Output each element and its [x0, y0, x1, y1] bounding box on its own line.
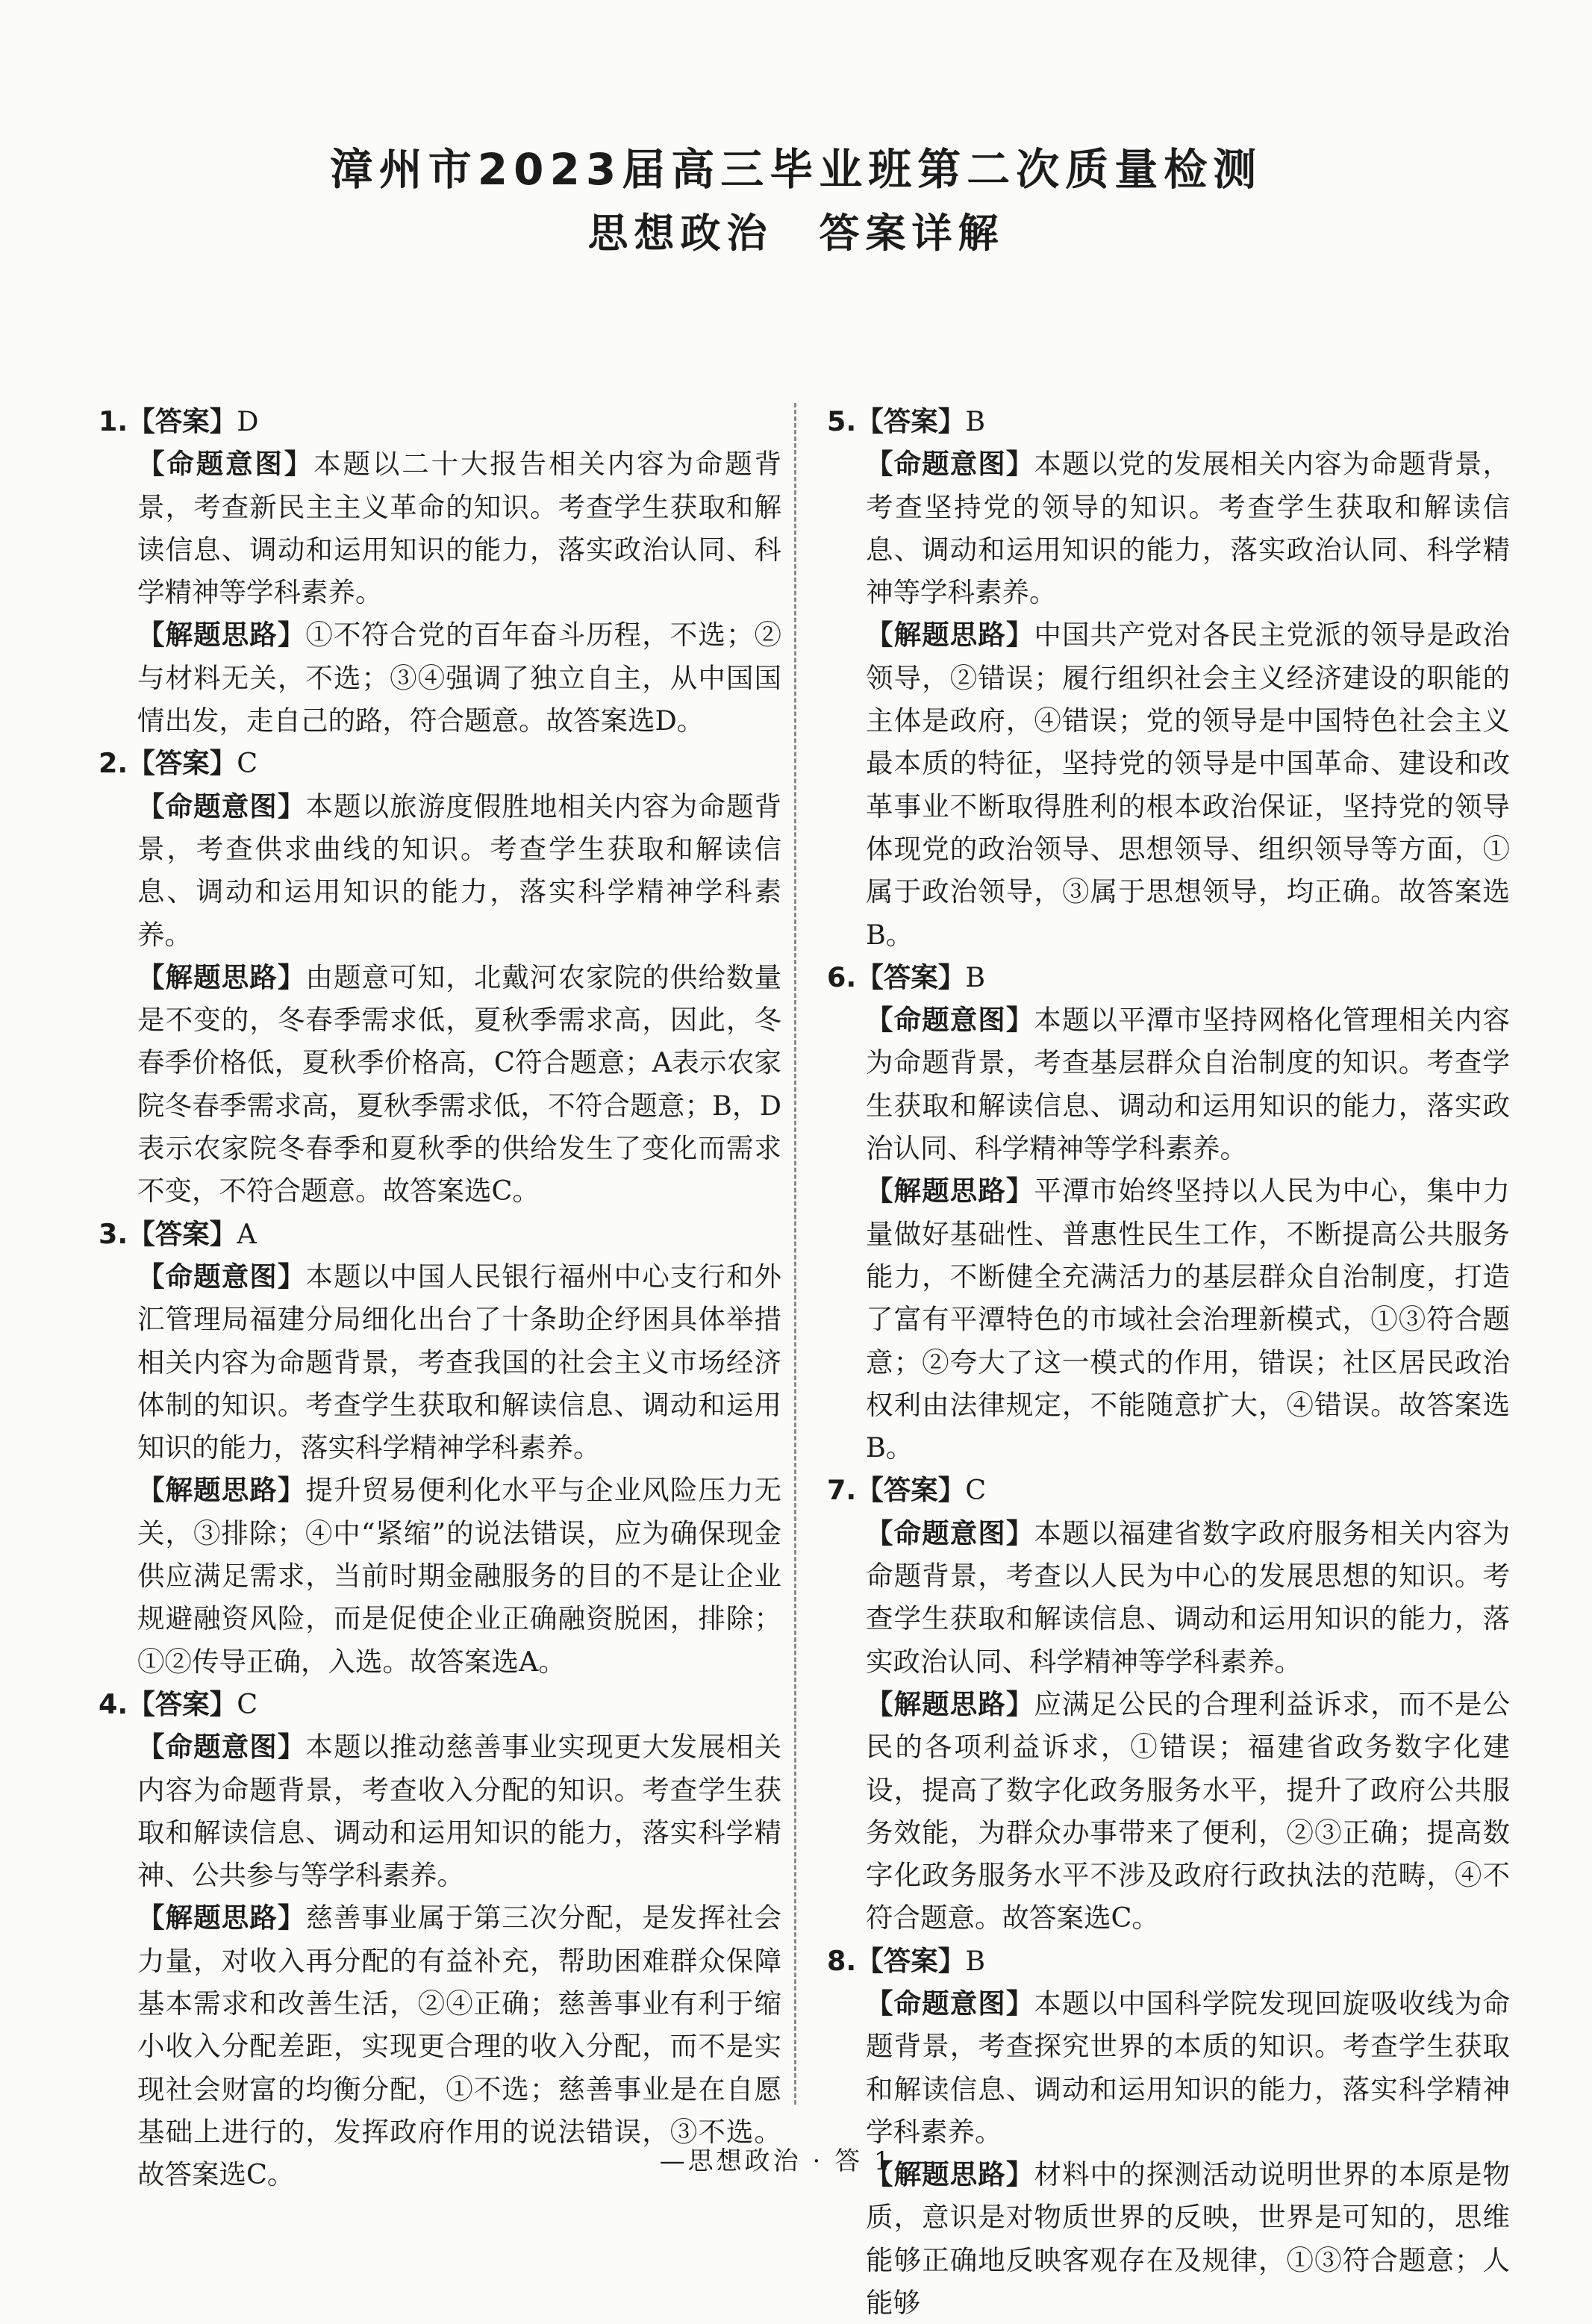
- answer-value: A: [237, 1217, 257, 1250]
- idea-paragraph: [137, 1469, 781, 1682]
- intent-label: 【命题意图】: [137, 790, 306, 822]
- answer-label: 【答案】: [856, 1944, 966, 1977]
- question-number: 3.: [99, 1217, 128, 1250]
- answer-label: 【答案】: [128, 747, 237, 780]
- intent-text: 本题以中国科学院发现回旋吸收线为命题背景，考查探究世界的本质的知识。考查学生获取和解读信息、调动和运用知识的能力，落实科学精神学科素养。: [866, 1987, 1511, 2148]
- intent-text: 本题以推动慈善事业实现更大发展相关内容为命题背景，考查收入分配的知识。考查学生获取和解读信息、调动和运用知识的能力，落实科学精神、公共参与等学科素养。: [137, 1731, 782, 1892]
- idea-paragraph: [137, 613, 781, 742]
- idea-paragraph: [866, 1169, 1510, 1469]
- question-1: [99, 400, 781, 742]
- answer-line: [99, 400, 781, 443]
- question-number: 4.: [99, 1687, 128, 1720]
- answer-line: [827, 1940, 1510, 1982]
- idea-label: 【解题思路】: [866, 1175, 1034, 1208]
- page-title: 漳州市2023届高三毕业班第二次质量检测: [329, 144, 1263, 195]
- idea-text: 材料中的探测活动说明世界的本原是物质，意识是对物质世界的反映，世界是可知的，思维能够正确地反映客观存在及规律，①③符合题意；人能够: [866, 2158, 1511, 2320]
- idea-label: 【解题思路】: [137, 1474, 306, 1507]
- answer-line: [99, 1213, 781, 1255]
- idea-paragraph: [866, 613, 1510, 955]
- idea-label: 【解题思路】: [866, 619, 1034, 652]
- question-5: [827, 400, 1510, 956]
- intent-label: 【命题意图】: [866, 448, 1034, 481]
- page-footer: —思想政治 · 答 1 —: [659, 2146, 933, 2176]
- answer-label: 【答案】: [128, 1687, 237, 1720]
- intent-paragraph: [137, 785, 781, 956]
- question-7: [827, 1469, 1510, 1939]
- answer-line: [827, 956, 1510, 999]
- left-column: [99, 400, 781, 2196]
- idea-paragraph: [866, 2153, 1510, 2324]
- question-number: 8.: [827, 1944, 857, 1977]
- answer-line: [827, 1469, 1510, 1511]
- question-8: [827, 1940, 1510, 2324]
- answer-value: B: [965, 405, 986, 437]
- intent-paragraph: [866, 443, 1510, 613]
- answer-label: 【答案】: [128, 405, 237, 437]
- answer-value: B: [965, 960, 986, 993]
- intent-text: 本题以旅游度假胜地相关内容为命题背景，考查供求曲线的知识。考查学生获取和解读信息、调动和运用知识的能力，落实科学精神学科素养。: [137, 790, 782, 951]
- answer-line: [99, 1683, 781, 1725]
- question-number: 5.: [827, 405, 857, 437]
- idea-text: 由题意可知，北戴河农家院的供给数量是不变的，冬春季需求低，夏秋季需求高，因此，冬春季价格低，夏秋季价格高，C符合题意；A表示农家院冬春季需求高，夏秋季需求低，不符合题意；B，D表示农家院冬春季和夏秋季的供给发生了变化而需求不变，不符合题意。故答案选C。: [137, 960, 782, 1208]
- intent-text: 本题以二十大报告相关内容为命题背景，考查新民主主义革命的知识。考查学生获取和解读信息、调动和运用知识的能力，落实政治认同、科学精神等学科素养。: [137, 448, 782, 609]
- intent-label: 【命题意图】: [137, 1731, 306, 1764]
- question-number: 2.: [99, 747, 128, 780]
- intent-label: 【命题意图】: [866, 1987, 1034, 2020]
- idea-text: 慈善事业属于第三次分配，是发挥社会力量，对收入再分配的有益补充，帮助困难群众保障基本需求和改善生活，②④正确；慈善事业有利于缩小收入分配差距，实现更合理的收入分配，而不是实现社会财富的均衡分配，①不选；慈善事业是在自愿基础上进行的，发挥政府作用的说法错误，③不选。故答案选C。: [137, 1902, 782, 2191]
- intent-label: 【命题意图】: [866, 1516, 1034, 1549]
- intent-text: 本题以中国人民银行福州中心支行和外汇管理局福建分局细化出台了十条助企纾困具体举措相关内容为命题背景，考查我国的社会主义市场经济体制的知识。考查学生获取和解读信息、调动和运用知识的能力，落实科学精神学科素养。: [137, 1260, 782, 1464]
- intent-label: 【命题意图】: [137, 448, 314, 481]
- idea-label: 【解题思路】: [137, 1902, 306, 1934]
- intent-paragraph: [137, 1255, 781, 1469]
- answer-label: 【答案】: [128, 1217, 237, 1250]
- question-number: 7.: [827, 1474, 857, 1507]
- answer-label: 【答案】: [856, 405, 966, 437]
- idea-text: 中国共产党对各民主党派的领导是政治领导，②错误；履行组织社会主义经济建设的职能的主体是政府，④错误；党的领导是中国特色社会主义最本质的特征，坚持党的领导是中国革命、建设和改革事业不断取得胜利的根本政治保证，坚持党的领导体现党的政治领导、思想领导、组织领导等方面，①属于政治领导，③属于思想领导，均正确。故答案选B。: [866, 619, 1511, 951]
- idea-text: 应满足公民的合理利益诉求，而不是公民的各项利益诉求，①错误；福建省政务数字化建设，提高了数字化政务服务水平，提升了政府公共服务效能，为群众办事带来了便利，②③正确；提高数字化政务服务水平不涉及政府行政执法的范畴，④不符合题意。故答案选C。: [866, 1687, 1511, 1934]
- intent-paragraph: [866, 1982, 1510, 2153]
- intent-paragraph: [137, 443, 781, 613]
- intent-paragraph: [866, 999, 1510, 1169]
- column-divider: [794, 403, 796, 2105]
- intent-text: 本题以福建省数字政府服务相关内容为命题背景，考查以人民为中心的发展思想的知识。考查学生获取和解读信息、调动和运用知识的能力，落实政治认同、科学精神等学科素养。: [866, 1516, 1511, 1678]
- intent-paragraph: [137, 1725, 781, 1896]
- idea-paragraph: [866, 1683, 1510, 1940]
- intent-paragraph: [866, 1512, 1510, 1683]
- idea-label: 【解题思路】: [866, 2158, 1034, 2191]
- answer-line: [99, 742, 781, 784]
- question-2: [99, 742, 781, 1212]
- question-4: [99, 1683, 781, 2196]
- idea-paragraph: [137, 956, 781, 1213]
- idea-text: 提升贸易便利化水平与企业风险压力无关，③排除；④中“紧缩”的说法错误，应为确保现金供应满足需求，当前时期金融服务的目的不是让企业规避融资风险，而是促使企业正确融资脱困，排除；①②传导正确，入选。故答案选A。: [137, 1474, 782, 1678]
- question-number: 6.: [827, 960, 857, 993]
- answer-label: 【答案】: [856, 1474, 966, 1507]
- intent-text: 本题以党的发展相关内容为命题背景，考查坚持党的领导的知识。考查学生获取和解读信息、调动和运用知识的能力，落实政治认同、科学精神等学科素养。: [866, 448, 1511, 609]
- answer-value: C: [237, 747, 258, 780]
- idea-label: 【解题思路】: [137, 619, 306, 652]
- answer-value: C: [237, 1687, 258, 1720]
- idea-label: 【解题思路】: [137, 960, 306, 993]
- answer-line: [827, 400, 1510, 443]
- idea-text: ①不符合党的百年奋斗历程，不选；②与材料无关，不选；③④强调了独立自主，从中国国情出发，走自己的路，符合题意。故答案选D。: [137, 619, 782, 737]
- answer-value: B: [965, 1944, 986, 1977]
- idea-text: 平潭市始终坚持以人民为中心，集中力量做好基础性、普惠性民生工作，不断提高公共服务能力，不断健全充满活力的基层群众自治制度，打造了富有平潭特色的市域社会治理新模式，①③符合题意；②夸大了这一模式的作用，错误；社区居民政治权利由法律规定，不能随意扩大，④错误。故答案选B。: [866, 1175, 1511, 1464]
- intent-label: 【命题意图】: [866, 1004, 1034, 1037]
- question-6: [827, 956, 1510, 1469]
- question-3: [99, 1213, 781, 1683]
- answer-value: D: [237, 405, 259, 437]
- question-number: 1.: [99, 405, 128, 437]
- answer-label: 【答案】: [856, 960, 966, 993]
- intent-text: 本题以平潭市坚持网格化管理相关内容为命题背景，考查基层群众自治制度的知识。考查学生获取和解读信息、调动和运用知识的能力，落实政治认同、科学精神等学科素养。: [866, 1004, 1511, 1165]
- right-column: [827, 400, 1510, 2324]
- answer-value: C: [965, 1474, 987, 1507]
- idea-label: 【解题思路】: [866, 1687, 1034, 1720]
- intent-label: 【命题意图】: [137, 1260, 306, 1293]
- page-subtitle: 思想政治 答案详解: [587, 210, 1005, 257]
